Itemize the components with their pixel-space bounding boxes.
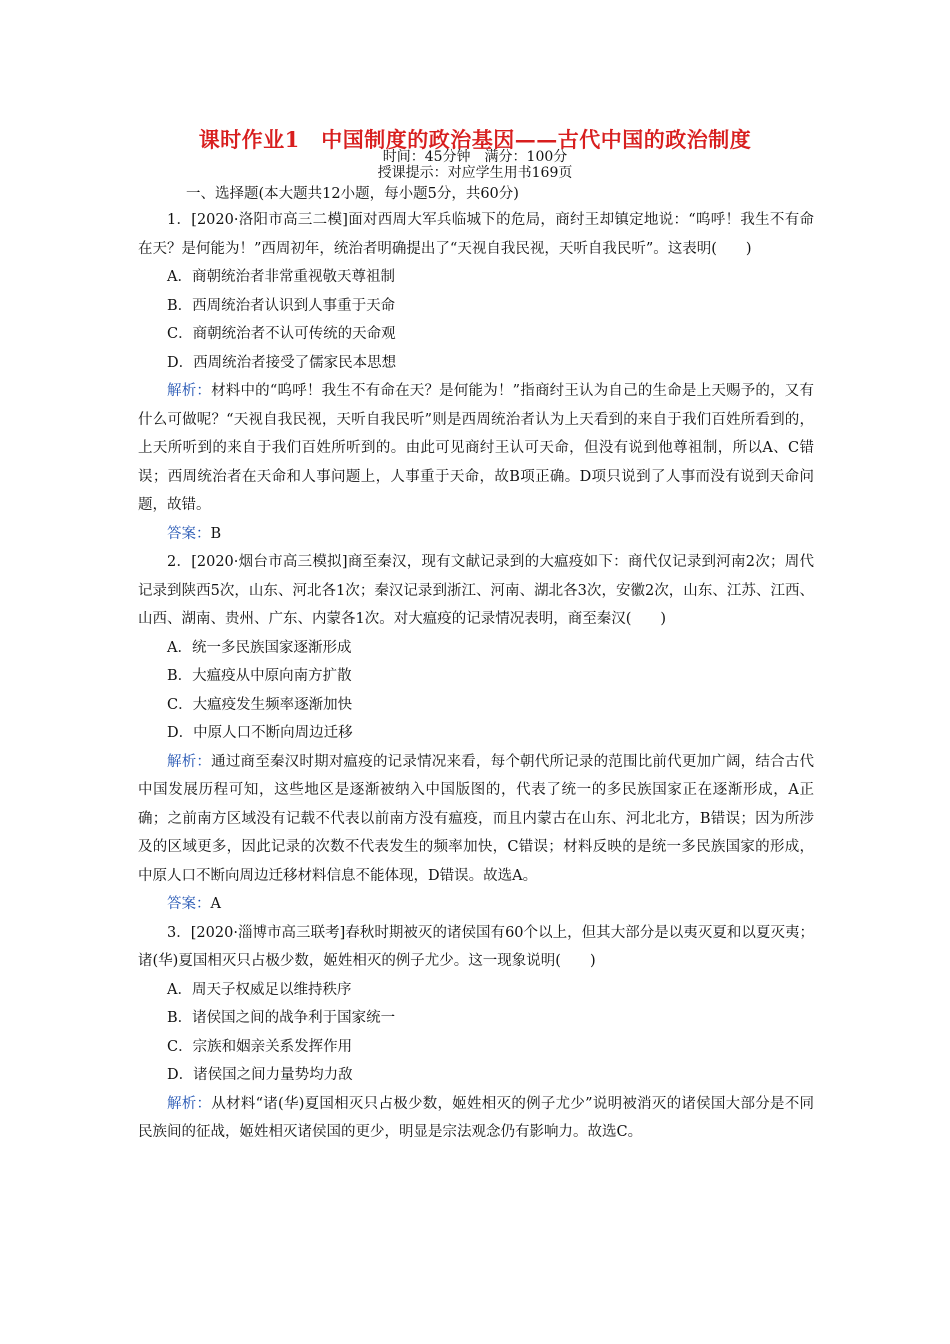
question-3-option-c: C．宗族和姻亲关系发挥作用 bbox=[167, 1038, 353, 1055]
page-title: 课时作业1 中国制度的政治基因——古代中国的政治制度 bbox=[198, 127, 752, 152]
analysis-label: 解析： bbox=[167, 383, 212, 399]
question-1-option-d: D．西周统治者接受了儒家民本思想 bbox=[167, 354, 397, 371]
answer-label: 答案： bbox=[167, 525, 211, 542]
answer-label: 答案： bbox=[167, 896, 211, 912]
answer-value: B bbox=[210, 525, 222, 542]
answer-value: A bbox=[210, 896, 221, 912]
question-2-option-c: C．大瘟疫发生频率逐渐加快 bbox=[167, 696, 353, 713]
analysis-text: 材料中的“呜呼！我生不有命在天？是何能为！”指商纣王认为自己的生命是上天赐予的，又有什么可做呢？“天视自我民视，天听自我民听”则是西周统治者认为上天看到的来自于我们百姓所看到的，上天所听到的来自于我们百姓所听到的。由此可见商纣王认可天命，但没有说到他尊祖制，所以A、C错误；西周统治者在天命和人事问题上，人事重于天命，故B项正确。D项只说到了人事而没有说到天命问题，故错。 bbox=[138, 383, 814, 513]
question-2-option-b: B．大瘟疫从中原向南方扩散 bbox=[167, 668, 352, 684]
question-2-answer bbox=[138, 890, 814, 919]
question-3-analysis bbox=[138, 1090, 814, 1147]
question-3-stem: 3．[2020·淄博市高三联考]春秋时期被灭的诸侯国有60个以上，但其大部分是以夷灭夏和以夏灭夷；诸(华)夏国相灭只占极少数，姬姓相灭的例子尤少。这一现象说明( ) bbox=[138, 924, 814, 969]
question-3-option-d: D．诸侯国之间力量势均力敌 bbox=[167, 1067, 353, 1083]
question-2-option-a: A．统一多民族国家逐渐形成 bbox=[167, 639, 352, 656]
time-info: 时间：45分钟 满分：100分 bbox=[382, 149, 568, 165]
analysis-text: 从材料“诸(华)夏国相灭只占极少数，姬姓相灭的例子尤少”说明被消灭的诸侯国大部分是不同民族间的征战，姬姓相灭诸侯国的更少，明显是宗法观念仍有影响力。故选C。 bbox=[138, 1095, 815, 1140]
question-1-analysis bbox=[138, 377, 814, 520]
analysis-label: 解析： bbox=[167, 753, 212, 770]
section-heading: 一、选择题(本大题共12小题，每小题5分，共60分) bbox=[186, 186, 519, 202]
question-1-stem: 1．[2020·洛阳市高三二模]面对西周大军兵临城下的危局，商纣王却镇定地说：“呜呼！我生不有命在天？是何能为！”西周初年，统治者明确提出了“天视自我民视，天听自我民听”。这表明( ) bbox=[138, 212, 814, 257]
analysis-text: 通过商至秦汉时期对瘟疫的记录情况来看，每个朝代所记录的范围比前代更加广阔，结合古代中国发展历程可知，这些地区是逐渐被纳入中国版图的，代表了统一的多民族国家正在逐渐形成，A正确；之前南方区域没有记载不代表以前南方没有瘟疫，而且内蒙古在山东、河北北方，B错误；因为所涉及的区域更多，因此记录的次数不代表发生的频率加快，C错误；材料反映的是统一多民族国家的形成，中原人口不断向周边迁移材料信息不能体现，D错误。故选A。 bbox=[138, 753, 815, 884]
question-2-stem: 2．[2020·烟台市高三模拟]商至秦汉，现有文献记录到的大瘟疫如下：商代仅记录到河南2次；周代记录到陕西5次，山东、河北各1次；秦汉记录到浙江、河南、湖北各3次，安徽2次，山东、江苏、江西、山西、湖南、贵州、广东、内蒙各1次。对大瘟疫的记录情况表明，商至秦汉( ) bbox=[138, 554, 814, 627]
question-2-option-d: D．中原人口不断向周边迁移 bbox=[167, 725, 353, 741]
question-3-option-b: B．诸侯国之间的战争利于国家统一 bbox=[167, 1010, 396, 1026]
question-1-option-a: A．商朝统治者非常重视敬天尊祖制 bbox=[167, 269, 395, 285]
question-list bbox=[138, 206, 814, 1147]
analysis-label: 解析： bbox=[167, 1095, 212, 1112]
textbook-tip: 授课提示：对应学生用书169页 bbox=[377, 165, 573, 181]
question-2-analysis bbox=[138, 748, 814, 891]
question-1-option-b: B．西周统治者认识到人事重于天命 bbox=[167, 297, 396, 314]
question-1-answer bbox=[138, 520, 814, 549]
question-1-option-c: C．商朝统治者不认可传统的天命观 bbox=[167, 326, 396, 342]
question-3-option-a: A．周天子权威足以维持秩序 bbox=[167, 981, 352, 998]
